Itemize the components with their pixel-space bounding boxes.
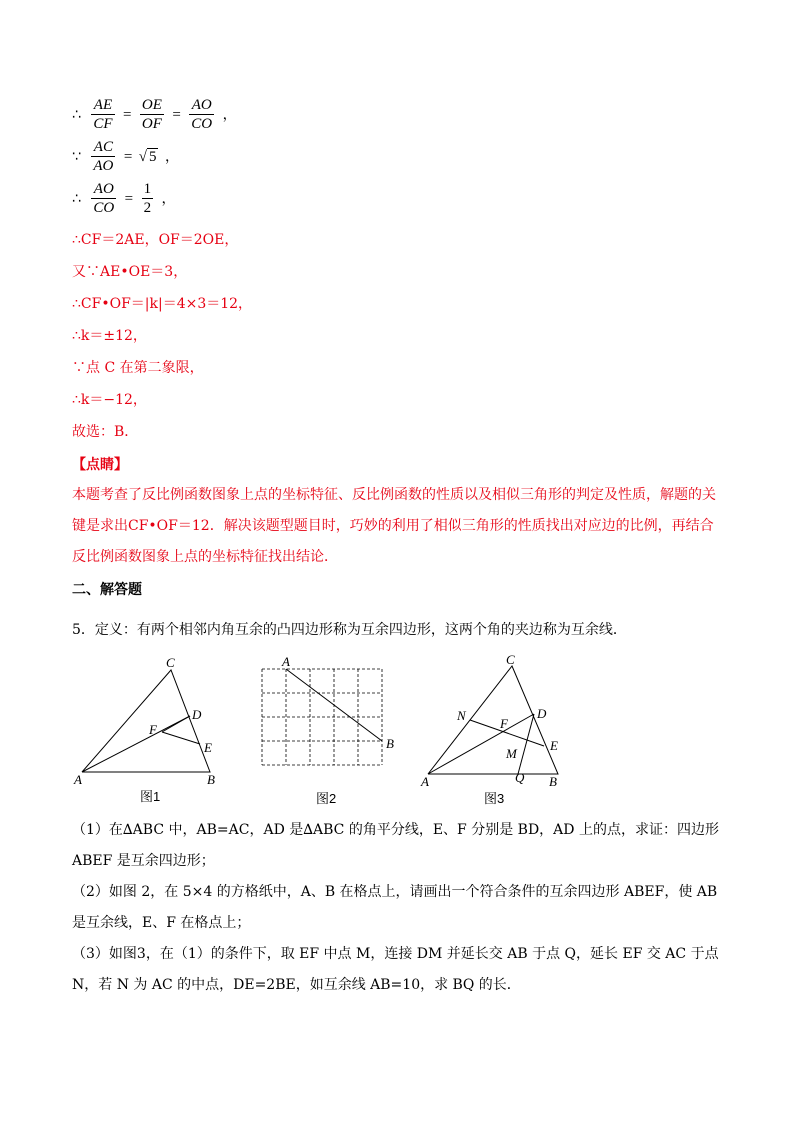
label-e: E: [204, 740, 212, 755]
label-a: A: [421, 774, 429, 789]
label-q: Q: [515, 770, 525, 785]
figure-1-diagram: [70, 650, 230, 790]
question-3: （3）如图3，在（1）的条件下，取 EF 中点 M，连接 DM 并延长交 AB 于点 Q，延长 EF 交 AC 于点 N，若 N 为 AC 的中点，DE=2BE，如互余线 AB=10，求 BQ 的长．: [72, 946, 719, 993]
sqrt-five: √ 5: [138, 148, 157, 165]
therefore-symbol: ∴: [72, 190, 81, 207]
fraction-ao-co: $\frac{AO}{CO}$: [191, 97, 213, 132]
fraction-ac-ao: $\frac{AC}{AO}$: [93, 139, 114, 174]
figure-2: [255, 655, 400, 775]
equation-ratio-line: ∴ $\frac{AE}{CF}$ = $\frac{OE}{OF}$ = $\frac{AO}{CO}$ ，: [72, 97, 237, 132]
solution-line: ∴k＝−12，: [72, 392, 147, 408]
label-n: N: [457, 708, 466, 723]
label-b: B: [386, 736, 394, 751]
solution-line: ∴CF＝2AE，OF＝2OE，: [72, 232, 239, 248]
fraction-ae-cf: $\frac{AE}{CF}$: [93, 97, 113, 132]
fraction-ao-co-2: $\frac{AO}{CO}$: [93, 181, 115, 216]
question-1: （1）在∆ABC 中，AB=AC，AD 是∆ABC 的角平分线，E、F 分别是 BD，AD 上的点，求证：四边形 ABEF 是互余四边形；: [72, 822, 719, 869]
label-e: E: [550, 738, 558, 753]
label-c: C: [506, 652, 515, 667]
figure-3: [420, 650, 570, 790]
fraction-one-half: $\frac{1}{2}$: [143, 181, 152, 216]
figure-2-grid: [255, 655, 400, 775]
label-b: B: [207, 772, 215, 787]
comment-body: 本题考查了反比例函数图象上点的坐标特征、反比例函数的性质以及相似三角形的判定及性质，解题的关键是求出CF•OF＝12．解决该题型题目时，巧妙的利用了相似三角形的性质找出对应边的比例，再结合反比例函数图象上点的坐标特征找出结论．: [72, 487, 716, 565]
label-d: D: [192, 707, 202, 722]
label-m: M: [506, 746, 517, 761]
label-f: F: [500, 716, 508, 731]
label-a: A: [282, 655, 290, 669]
solution-line: ∴CF•OF＝|k|＝4×3＝12，: [72, 296, 253, 312]
label-d: D: [537, 706, 547, 721]
label-c: C: [166, 655, 175, 670]
figure-1: [70, 650, 230, 790]
therefore-symbol: ∴: [72, 106, 81, 123]
solution-line: 又∵AE•OE＝3，: [72, 264, 188, 280]
problem-definition: 5．定义：有两个相邻内角互余的凸四边形称为互余四边形，这两个角的夹边称为互余线．: [72, 622, 627, 638]
solution-line: ∵点 C 在第二象限，: [72, 360, 204, 376]
label-b: B: [549, 774, 557, 789]
figure-3-caption: 图3: [484, 791, 505, 806]
section-title: 二、解答题: [72, 582, 142, 598]
label-a: A: [74, 772, 82, 787]
figure-1-caption: 图1: [140, 789, 161, 804]
label-f: F: [149, 722, 157, 737]
equation-ac-ao-line: ∵ $\frac{AC}{AO}$ = √ 5 ，: [72, 139, 179, 174]
figure-2-caption: 图2: [316, 791, 337, 806]
solution-line: ∴k＝±12，: [72, 328, 147, 344]
question-2: （2）如图 2，在 5×4 的方格纸中，A、B 在格点上，请画出一个符合条件的互余四边形 ABEF，使 AB 是互余线，E、F 在格点上；: [72, 884, 718, 931]
comment-heading: 【点睛】: [72, 457, 128, 473]
fraction-oe-of: $\frac{OE}{OF}$: [141, 97, 162, 132]
because-symbol: ∵: [72, 148, 81, 165]
figure-3-diagram: [420, 650, 570, 790]
equation-ao-co-line: ∴ $\frac{AO}{CO}$ = $\frac{1}{2}$ ，: [72, 181, 176, 216]
solution-line: 故选：B．: [72, 424, 139, 440]
